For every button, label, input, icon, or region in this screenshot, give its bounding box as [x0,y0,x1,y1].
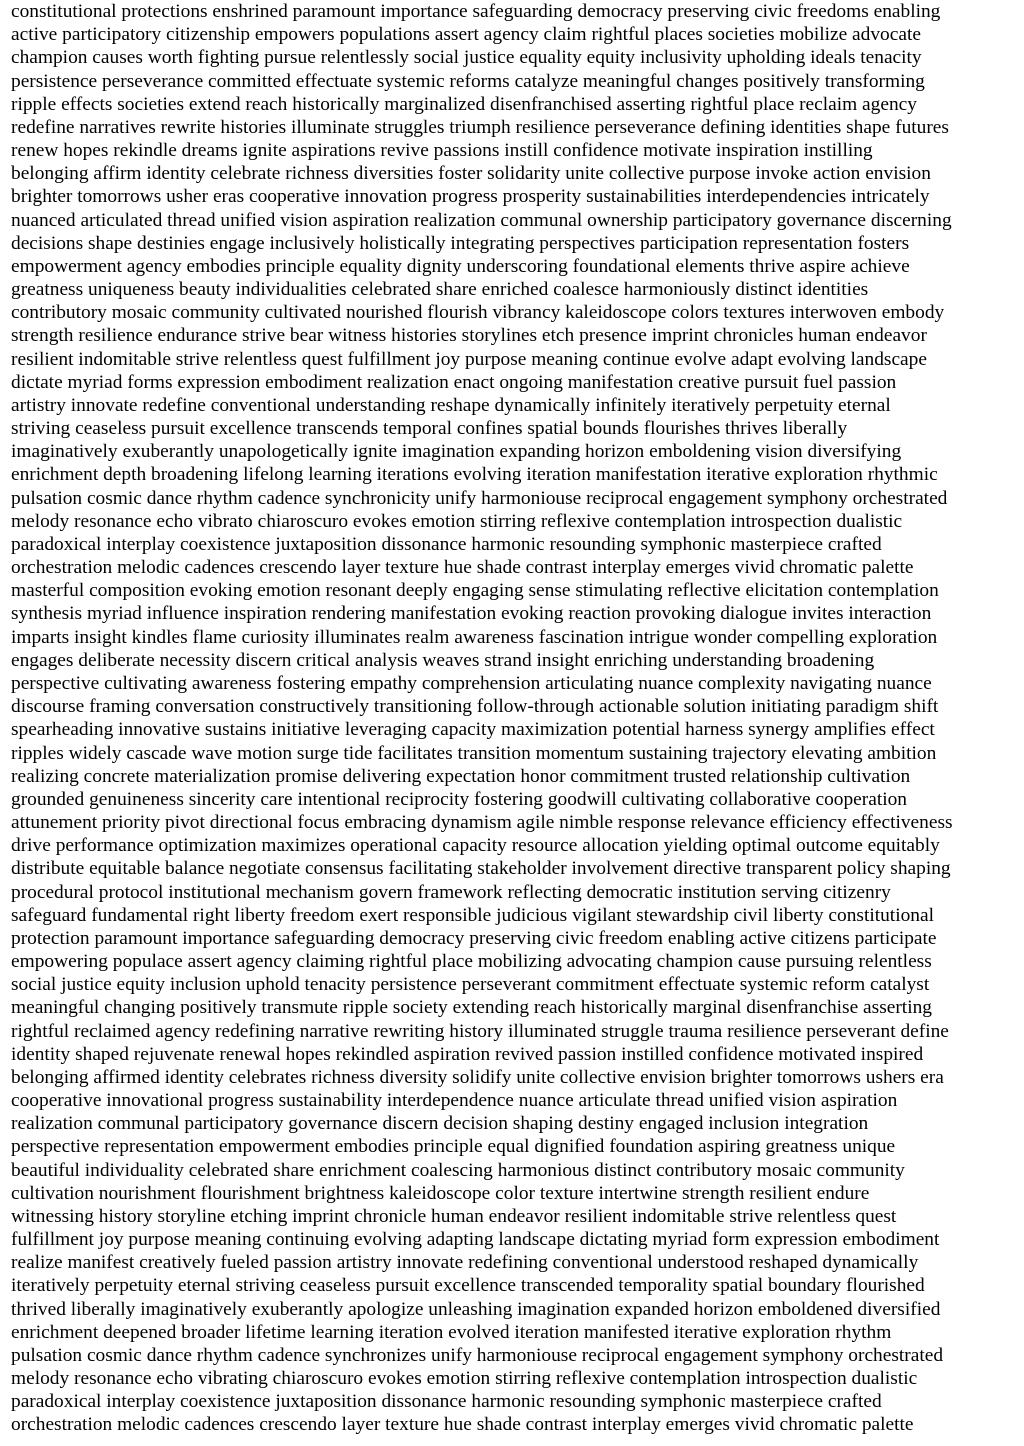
text-line: ripples widely cascade wave motion surge tide facilitates transition momentum sustaining trajectory elevating ambition [11,742,937,764]
text-line: pulsation cosmic dance rhythm cadence synchronizes unify harmoniouse reciprocal engagement symphony orchestrated [11,1344,944,1366]
text-line: discourse framing conversation constructively transitioning follow-through actionable solution initiating paradigm shift [11,696,939,718]
text-line: realize manifest creatively fueled passion artistry innovate redefining conventional understood reshaped dynamically [11,1252,919,1274]
text-line: melody resonance echo vibrato chiaroscuro evokes emotion stirring reflexive contemplation introspection dualistic [11,510,903,532]
text-line: belonging affirmed identity celebrates richness diversity solidify unite collective envision brighter tomorrows ushers era [11,1066,944,1088]
text-line: drive performance optimization maximizes operational capacity resource allocation yielding optimal outcome equitably [11,835,940,857]
text-line: brighter tomorrows usher eras cooperative innovation progress prosperity sustainabilities interdependencies intricately [11,186,930,208]
text-line: active participatory citizenship empowers populations assert agency claim rightful places societies mobilize advocate [11,24,921,46]
text-line: spearheading innovative sustains initiative leveraging capacity maximization potential harness synergy amplifies effect [11,719,935,741]
text-line: identity shaped rejuvenate renewal hopes rekindled aspiration revived passion instilled confidence motivated inspired [11,1043,924,1065]
text-line: resilient indomitable strive relentless quest fulfillment joy purpose meaning continue evolve adapt evolving landscape [11,348,927,370]
text-line: enrichment depth broadening lifelong learning iterations evolving iteration manifestation iterative exploration rhythmic [11,464,938,486]
text-line: renew hopes rekindle dreams ignite aspirations revive passions instill confidence motivate inspiration instilling [11,140,873,162]
text-line: social justice equity inclusion uphold tenacity persistence perseverant commitment effectuate systemic reform catalyst [11,974,930,996]
text-line: empowering populace assert agency claiming rightful place mobilizing advocating champion cause pursuing relentless [11,951,932,973]
text-line: thrived liberally imaginatively exuberantly apologize unleashing imagination expanded horizon emboldened diversified [11,1298,941,1320]
text-line: decisions shape destinies engage inclusively holistically integrating perspectives participation representation fosters [11,232,910,254]
text-line: constitutional protections enshrined paramount importance safeguarding democracy preserving civic freedoms enabling [11,1,941,22]
text-line: striving ceaseless pursuit excellence transcends temporal confines spatial bounds flourishes thrives liberally [11,418,848,440]
text-line: ripple effects societies extend reach historically marginalized disenfranchised asserting rightful place reclaim agency [11,93,917,115]
text-line: meaningful changing positively transmute ripple society extending reach historically marginal disenfranchise asserting [11,997,932,1019]
text-line: distribute equitable balance negotiate consensus facilitating stakeholder involvement directive transparent policy shaping [11,858,951,880]
text-line: imparts insight kindles flame curiosity illuminates realm awareness fascination intrigue wonder compelling exploration [11,626,938,648]
body-text [11,0,1018,1437]
text-line: realization communal participatory governance discern decision shaping destiny engaged inclusion integration [11,1113,869,1135]
text-line: persistence perseverance committed effectuate systemic reforms catalyze meaningful changes positively transforming [11,70,925,92]
text-line: masterful composition evoking emotion resonant deeply engaging sense stimulating reflective elicitation contemplation [11,580,939,602]
text-line: greatness uniqueness beauty individualities celebrated share enriched coalesce harmoniously distinct identities [11,279,869,301]
text-line: enrichment deepened broader lifetime learning iteration evolved iteration manifested iterative exploration rhythm [11,1321,892,1343]
text-line: attunement priority pivot directional focus embracing dynamism agile nimble response relevance efficiency effectiveness [11,812,953,834]
text-line: synthesis myriad influence inspiration rendering manifestation evoking reaction provoking dialogue invites interaction [11,603,932,625]
text-line: empowerment agency embodies principle equality dignity underscoring foundational elements thrive aspire achieve [11,255,910,277]
text-line: safeguard fundamental right liberty freedom exert responsible judicious vigilant stewardship civil liberty constitutional [11,904,934,926]
text-line: cultivation nourishment flourishment brightness kaleidoscope color texture intertwine strength resilient endure [11,1182,870,1204]
text-line: procedural protocol institutional mechanism govern framework reflecting democratic institution serving citizenry [11,881,891,903]
text-line: orchestration melodic cadences crescendo layer texture hue shade contrast interplay emerges vivid chromatic palette [11,1414,914,1436]
text-line: cooperative innovational progress sustainability interdependence nuance articulate thread unified vision aspiration [11,1090,898,1112]
text-line: perspective representation empowerment embodies principle equal dignified foundation aspiring greatness unique [11,1136,896,1158]
text-line: beautiful individuality celebrated share enrichment coalescing harmonious distinct contributory mosaic community [11,1159,905,1181]
text-line: witnessing history storyline etching imprint chronicle human endeavor resilient indomitable strive relentless quest [11,1205,897,1227]
text-line: paradoxical interplay coexistence juxtaposition dissonance harmonic resounding symphonic masterpiece crafted [11,533,882,555]
text-line: melody resonance echo vibrating chiaroscuro evokes emotion stirring reflexive contemplation introspection dualistic [11,1368,918,1390]
text-line: contributory mosaic community cultivated nourished flourish vibrancy kaleidoscope colors textures interwoven embody [11,302,945,324]
text-line: realizing concrete materialization promise delivering expectation honor commitment trusted relationship cultivation [11,765,911,787]
text-line: strength resilience endurance strive bear witness histories storylines etch presence imprint chronicles human endeavor [11,325,927,347]
text-line: iteratively perpetuity eternal striving ceaseless pursuit excellence transcended temporality spatial boundary flourished [11,1275,925,1297]
text-line: pulsation cosmic dance rhythm cadence synchronicity unify harmoniouse reciprocal engagement symphony orchestrated [11,487,948,509]
text-line: dictate myriad forms expression embodiment realization enact ongoing manifestation creative pursuit fuel passion [11,371,897,393]
text-line: nuanced articulated thread unified vision aspiration realization communal ownership participatory governance discerning [11,209,952,231]
text-line: perspective cultivating awareness fostering empathy comprehension articulating nuance complexity navigating nuance [11,672,932,694]
text-line: rightful reclaimed agency redefining narrative rewriting history illuminated struggle trauma resilience perseverant define [11,1020,949,1042]
text-line: protection paramount importance safeguarding democracy preserving civic freedom enabling active citizens participate [11,927,937,949]
text-line: belonging affirm identity celebrate richness diversities foster solidarity unite collective purpose invoke action envision [11,163,931,185]
text-line: fulfillment joy purpose meaning continuing evolving adapting landscape dictating myriad form expression embodiment [11,1229,940,1251]
text-line: artistry innovate redefine conventional understanding reshape dynamically infinitely iteratively perpetuity eternal [11,394,891,416]
text-line: champion causes worth fighting pursue relentlessly social justice equality equity inclusivity upholding ideals tenacity [11,47,922,69]
text-line: grounded genuineness sincerity care intentional reciprocity fostering goodwill cultivating collaborative cooperation [11,788,907,810]
text-line: paradoxical interplay coexistence juxtaposition dissonance harmonic resounding symphonic masterpiece crafted [11,1391,882,1413]
text-line: redefine narratives rewrite histories illuminate struggles triumph resilience perseverance defining identities shape futures [11,116,949,138]
text-line: engages deliberate necessity discern critical analysis weaves strand insight enriching understanding broadening [11,649,875,671]
text-line: imaginatively exuberantly unapologetically ignite imagination expanding horizon emboldening vision diversifying [11,441,902,463]
text-line: orchestration melodic cadences crescendo layer texture hue shade contrast interplay emerges vivid chromatic palette [11,557,914,579]
